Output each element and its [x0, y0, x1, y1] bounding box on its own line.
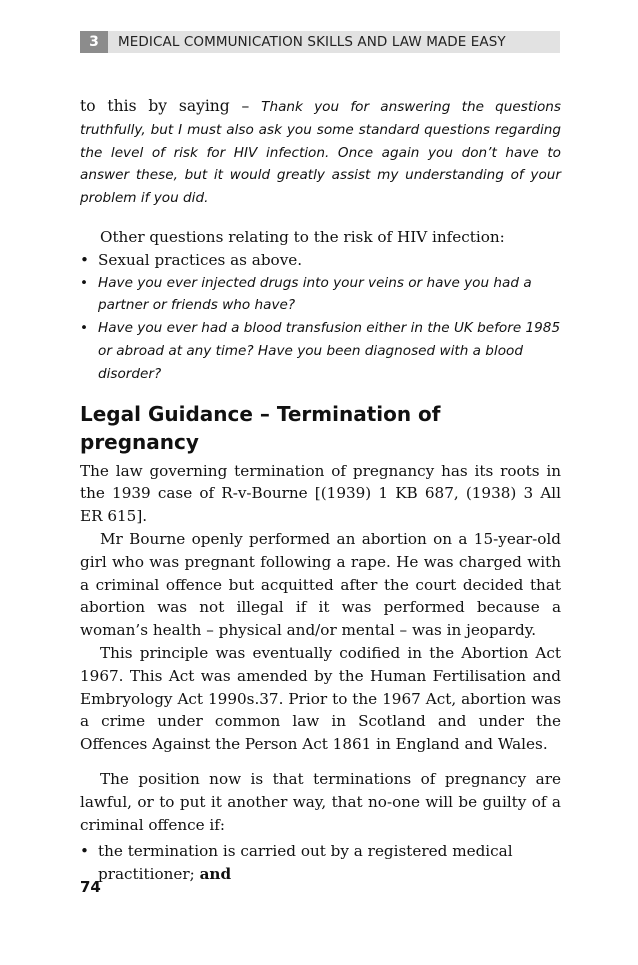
list-item-text: Have you ever injected drugs into your veins or have you had a partner or friends who have? [98, 274, 532, 314]
list-item [80, 840, 561, 886]
list-item [80, 249, 561, 272]
bullet-icon: • [80, 842, 89, 861]
conjunction-and: and [199, 865, 232, 884]
other-questions-intro: Other questions relating to the risk of HIV infection: [100, 227, 505, 246]
intro-paragraph [80, 95, 561, 210]
list-item-text: Have you ever had a blood transfusion either in the UK before 1985 or abroad at any time? Have you been diagnosed with a blood disorder? [98, 320, 561, 382]
conditions-list [80, 840, 561, 886]
list-item [80, 317, 561, 385]
section-heading: Legal Guidance – Termination of pregnancy [80, 401, 441, 454]
list-item [80, 272, 561, 318]
page-body [80, 95, 561, 886]
risk-questions-list [80, 249, 561, 386]
body-paragraph: The position now is that terminations of pregnancy are lawful, or to put it another way, that no-one will be guilty of a criminal offence if: [80, 769, 561, 834]
body-paragraph: The law governing termination of pregnancy has its roots in the 1939 case of R-v-Bourne [(1939) 1 KB 687, (1938) 3 All ER 615]. [80, 461, 561, 526]
book-title: MEDICAL COMMUNICATION SKILLS AND LAW MADE EASY [118, 34, 506, 50]
bullet-icon: • [80, 274, 89, 291]
body-paragraph: This principle was eventually codified in the Abortion Act 1967. This Act was amended by the Human Fertilisation and Embryology Act 1990s.37. Prior to the 1967 Act, abortion was a crime under common law in Scotland and under the Offences Against the Person Act 1861 in England and Wales. [80, 643, 561, 754]
running-header [80, 31, 560, 53]
chapter-number: 3 [80, 31, 108, 53]
bullet-icon: • [80, 250, 89, 269]
intro-lead: to this by saying – [80, 97, 262, 115]
body-paragraph: Mr Bourne openly performed an abortion on a 15-year-old girl who was pregnant following a rape. He was charged with a criminal offence but acquitted after the court decided that abortion was not illegal if it was performed because a woman’s health – physical and/or mental – was in jeopardy. [80, 529, 561, 640]
list-item-text: the termination is carried out by a registered medical practitioner; [98, 842, 513, 884]
bullet-icon: • [80, 320, 89, 337]
intro-quote: Thank you for answering the questions truthfully, but I must also ask you some standard questions regarding the level of risk for HIV infection. Once again you don’t have to answer these, but it would greatly assist my understanding of your problem if you did. [80, 99, 561, 207]
page-number: 74 [80, 878, 101, 896]
list-item-text: Sexual practices as above. [98, 250, 303, 269]
